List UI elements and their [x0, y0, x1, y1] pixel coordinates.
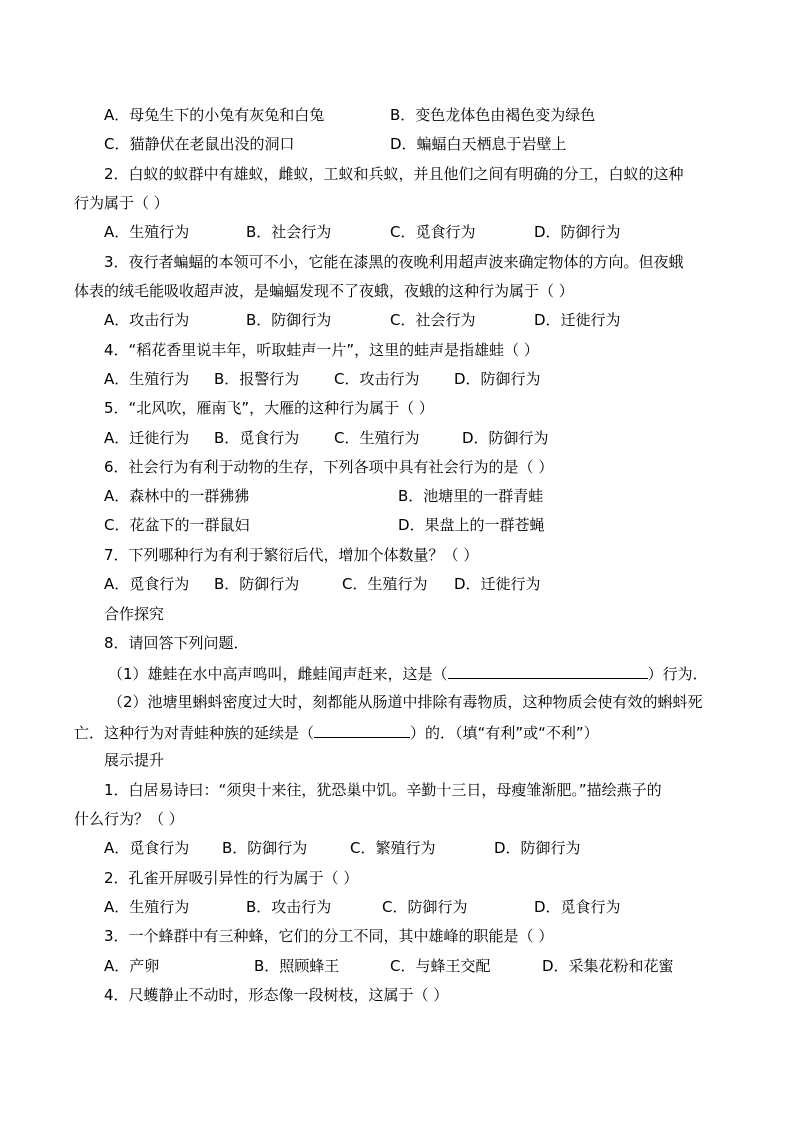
- q1-option-a: A．母兔生下的小兔有灰兔和白兔: [104, 106, 325, 124]
- s2-option-a: A．生殖行为: [104, 898, 190, 916]
- q2-option-c: C．觅食行为: [390, 223, 476, 241]
- q6-options-row-2: [104, 515, 704, 535]
- q2-option-d: D．防御行为: [534, 223, 621, 241]
- q6-option-c: C．花盆下的一群鼠妇: [104, 516, 250, 534]
- q1-option-d: D．蝙蝠白天栖息于岩壁上: [390, 135, 567, 153]
- s2-option-b: B．攻击行为: [246, 898, 332, 916]
- q7-option-c: C．生殖行为: [342, 575, 428, 593]
- s1-option-d: D．防御行为: [494, 839, 581, 857]
- q8-part-2-answer-blank[interactable]: [314, 721, 410, 738]
- q5-stem: 5．“北风吹，雁南飞”，大雁的这种行为属于（ ）: [104, 399, 434, 417]
- q1-option-c: C．猫静伏在老鼠出没的洞口: [104, 135, 295, 153]
- q6-option-a: A．森林中的一群狒狒: [104, 487, 250, 505]
- q3-option-b: B．防御行为: [246, 311, 332, 329]
- q8-part-1-text: （1）雄蛙在水中高声鸣叫，雌蛙闻声赶来，这是: [108, 665, 433, 683]
- q4-option-c: C．攻击行为: [334, 370, 420, 388]
- q3-options: [104, 310, 704, 330]
- q7-options: [104, 574, 704, 594]
- q5-option-d: D．防御行为: [462, 429, 549, 447]
- s3-option-a: A．产卵: [104, 957, 160, 975]
- s1-option-a: A．觅食行为: [104, 839, 190, 857]
- s2-options: [104, 897, 704, 917]
- q7-stem: 7．下列哪种行为有利于繁衍后代，增加个体数量？（ ）: [104, 546, 479, 564]
- q8-part-2-text: 亡．这种行为对青蛙种族的延续是: [74, 724, 300, 742]
- s3-stem: 3．一个蜂群中有三种蜂，它们的分工不同，其中雄峰的职能是（ ）: [104, 927, 554, 945]
- q8-part-1-suffix: 行为．: [662, 665, 708, 683]
- s1-option-b: B．防御行为: [222, 839, 308, 857]
- q8-part-2-suffix: 的．（填“有利”或“不利”）: [425, 724, 599, 742]
- q2-option-a: A．生殖行为: [104, 223, 190, 241]
- s1-option-c: C．繁殖行为: [350, 839, 436, 857]
- q1-options-row-1: [104, 105, 704, 125]
- q8-stem: 8．请回答下列问题．: [104, 634, 249, 652]
- q5-option-a: A．迁徙行为: [104, 429, 190, 447]
- q8-part-2-line-1: （2）池塘里蝌蚪密度过大时，刻都能从肠道中排除有毒物质，这种物质会使有效的蝌蚪死: [108, 693, 703, 711]
- q8-part-2-line-2: [74, 721, 599, 741]
- q4-option-d: D．防御行为: [454, 370, 541, 388]
- q4-option-a: A．生殖行为: [104, 370, 190, 388]
- s4-stem: 4．尺蠖静止不动时，形态像一段树枝，这属于（ ）: [104, 986, 449, 1004]
- q6-options-row-1: [104, 486, 704, 506]
- q5-options: [104, 428, 704, 448]
- s2-option-c: C．防御行为: [382, 898, 468, 916]
- q8-part-1-right-paren: ）: [647, 665, 663, 683]
- s3-options: [104, 956, 704, 976]
- q6-option-b: B．池塘里的一群青蛙: [398, 487, 544, 505]
- s2-stem: 2．孔雀开屏吸引异性的行为属于（ ）: [104, 869, 359, 887]
- s2-option-d: D．觅食行为: [534, 898, 621, 916]
- q2-stem-line-2: 行为属于（ ）: [74, 194, 169, 212]
- q3-option-c: C．社会行为: [390, 311, 476, 329]
- q4-options: [104, 369, 704, 389]
- q2-option-b: B．社会行为: [246, 223, 332, 241]
- section-heading-cooperative: 合作探究: [104, 605, 165, 623]
- q8-part-1-left-paren: （: [432, 665, 448, 683]
- q4-stem: 4．“稻花香里说丰年，听取蛙声一片”，这里的蛙声是指雄蛙（ ）: [104, 341, 539, 359]
- s1-options: [104, 838, 704, 858]
- q7-option-d: D．迁徙行为: [454, 575, 541, 593]
- q5-option-c: C．生殖行为: [334, 429, 420, 447]
- s1-stem-line-1: 1．白居易诗曰：“须臾十来往，犹恐巢中饥。辛勤十三日，母瘦雏渐肥。”描绘燕子的: [104, 781, 662, 799]
- s3-option-d: D．采集花粉和花蜜: [542, 957, 674, 975]
- q5-option-b: B．觅食行为: [214, 429, 300, 447]
- q3-stem-line-1: 3．夜行者蝙蝠的本领可不小，它能在漆黑的夜晚利用超声波来确定物体的方向。但夜蛾: [104, 253, 684, 271]
- section-heading-show: 展示提升: [104, 751, 165, 769]
- q2-stem-line-1: 2．白蚁的蚁群中有雄蚁，雌蚁，工蚁和兵蚁，并且他们之间有明确的分工，白蚁的这种: [104, 165, 684, 183]
- s3-option-b: B．照顾蜂王: [254, 957, 340, 975]
- q3-stem-line-2: 体表的绒毛能吸收超声波，是蝙蝠发现不了夜蛾，夜蛾的这种行为属于（ ）: [74, 282, 574, 300]
- q7-option-a: A．觅食行为: [104, 575, 190, 593]
- q4-option-b: B．报警行为: [214, 370, 300, 388]
- q1-option-b: B．变色龙体色由褐色变为绿色: [390, 106, 596, 124]
- s3-option-c: C．与蜂王交配: [390, 957, 491, 975]
- q1-options-row-2: [104, 134, 704, 154]
- q8-part-2-left-paren: （: [299, 724, 315, 742]
- s1-stem-line-2: 什么行为？（ ）: [74, 810, 184, 828]
- q2-options: [104, 222, 704, 242]
- q6-stem: 6．社会行为有利于动物的生存，下列各项中具有社会行为的是（ ）: [104, 458, 554, 476]
- q8-part-1: [108, 662, 708, 682]
- q7-option-b: B．防御行为: [214, 575, 300, 593]
- q8-part-2-right-paren: ）: [410, 724, 426, 742]
- q3-option-d: D．迁徙行为: [534, 311, 621, 329]
- q3-option-a: A．攻击行为: [104, 311, 190, 329]
- q8-part-1-answer-blank[interactable]: [448, 662, 648, 679]
- q6-option-d: D．果盘上的一群苍蝇: [398, 516, 545, 534]
